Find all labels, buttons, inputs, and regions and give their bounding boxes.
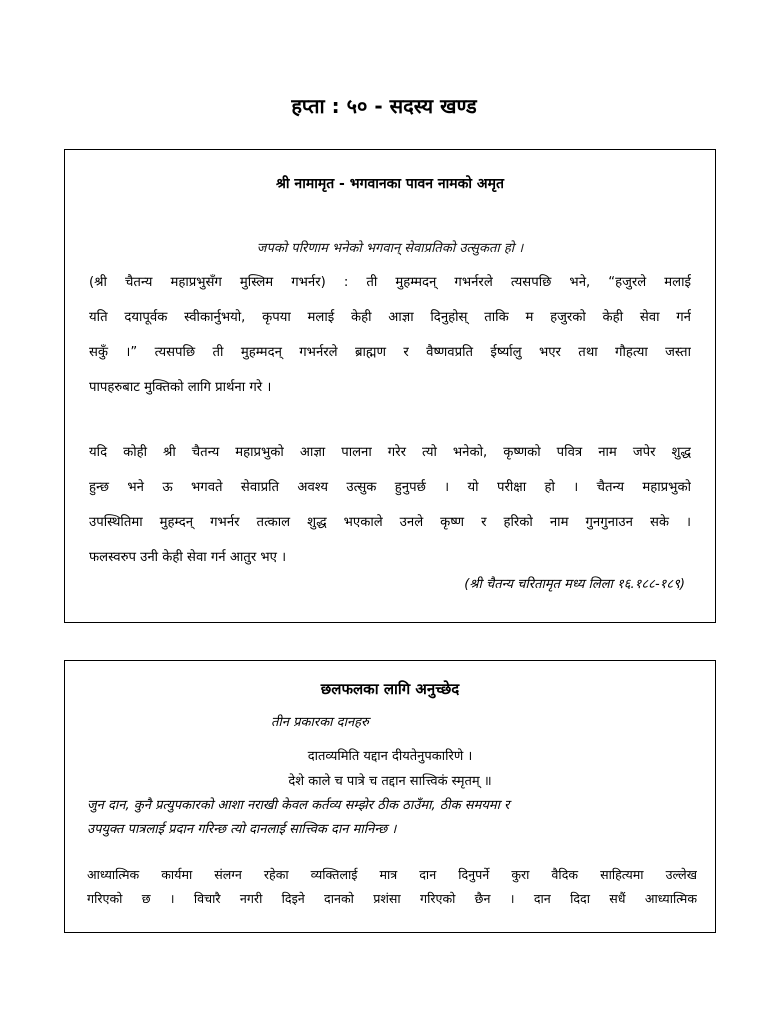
translation-line: जुन दान, कुनै प्रत्युपकारको आशा नराखी केवल कर्तव्य सम्झेर ठीक ठाउँमा, ठीक समयमा र bbox=[87, 798, 510, 813]
nectar-of-name-box bbox=[64, 149, 716, 623]
quote-line: जपको परिणाम भनेको भगवान् सेवाप्रतिको उत्सुकता हो । bbox=[256, 241, 524, 256]
paragraph-purification bbox=[89, 435, 691, 575]
box-heading: छलफलका लागि अनुच्छेद bbox=[320, 680, 460, 698]
commentary-line: आध्यात्मिक कार्यमा संलग्न रहेका व्यक्तिलाई मात्र दान दिनुपर्ने कुरा वैदिक साहित्यमा उल्लेख bbox=[87, 867, 697, 882]
verse-line: दातव्यमिति यद्दान दीयतेनुपकारिणे । bbox=[307, 749, 473, 764]
verse-line: देशे काले च पात्रे च तद्दान सात्त्विकं स्मृतम् ॥ bbox=[288, 774, 492, 789]
paragraph-line: हुन्छ भने ऊ भगवते सेवाप्रति अवश्य उत्सुक हुनुपर्छ । यो परीक्षा हो । चैतन्य महाप्रभुको bbox=[89, 480, 691, 495]
paragraph-line: उपस्थितिमा मुहम्दन् गभर्नर तत्काल शुद्ध भएकाले उनले कृष्ण र हरिको नाम गुनगुनाउन सके । bbox=[89, 515, 691, 530]
paragraph-line: यदि कोही श्री चैतन्य महाप्रभुको आज्ञा पालना गरेर त्यो भनेको, कृष्णको पवित्र नाम जपेर शुद्ध bbox=[89, 445, 691, 460]
commentary bbox=[87, 863, 697, 911]
page-title: हप्ता : ५० - सदस्य खण्ड bbox=[291, 94, 477, 118]
paragraph-line: यति दयापूर्वक स्वीकार्नुभयो, कृपया मलाई केही आज्ञा दिनुहोस् ताकि म हजुरको केही सेवा गर्न bbox=[89, 310, 691, 325]
subheading: तीन प्रकारका दानहरु bbox=[271, 715, 369, 730]
translation bbox=[87, 794, 697, 842]
paragraph-line: पापहरुबाट मुक्तिको लागि प्रार्थना गरे । bbox=[89, 380, 272, 395]
paragraph-governor bbox=[89, 265, 691, 405]
citation: (श्री चैतन्य चरितामृत मध्य लिला १६.१८८-१८९) bbox=[464, 577, 685, 592]
paragraph-line: सकुँ ।” त्यसपछि ती मुहम्मदन् गभर्नरले ब्राह्मण र वैष्णवप्रति ईर्ष्यालु भएर तथा गौहत्या जस्ता bbox=[89, 345, 691, 360]
box-heading: श्री नामामृत - भगवानका पावन नामको अमृत bbox=[276, 176, 504, 192]
discussion-box bbox=[64, 660, 716, 933]
translation-line: उपयुक्त पात्रलाई प्रदान गरिन्छ त्यो दानलाई सात्त्विक दान मानिन्छ । bbox=[87, 822, 397, 837]
commentary-line: गरिएको छ । विचारै नगरी दिइने दानको प्रशंसा गरिएको छैन । दान दिदा सधैं आध्यात्मिक bbox=[87, 891, 697, 906]
paragraph-line: फलस्वरुप उनी केही सेवा गर्न आतुर भए । bbox=[89, 550, 287, 565]
paragraph-line: (श्री चैतन्य महाप्रभुसँग मुस्लिम गभर्नर) : ती मुहम्मदन् गभर्नरले त्यसपछि भने, “हजुरले मलाई bbox=[89, 275, 691, 290]
